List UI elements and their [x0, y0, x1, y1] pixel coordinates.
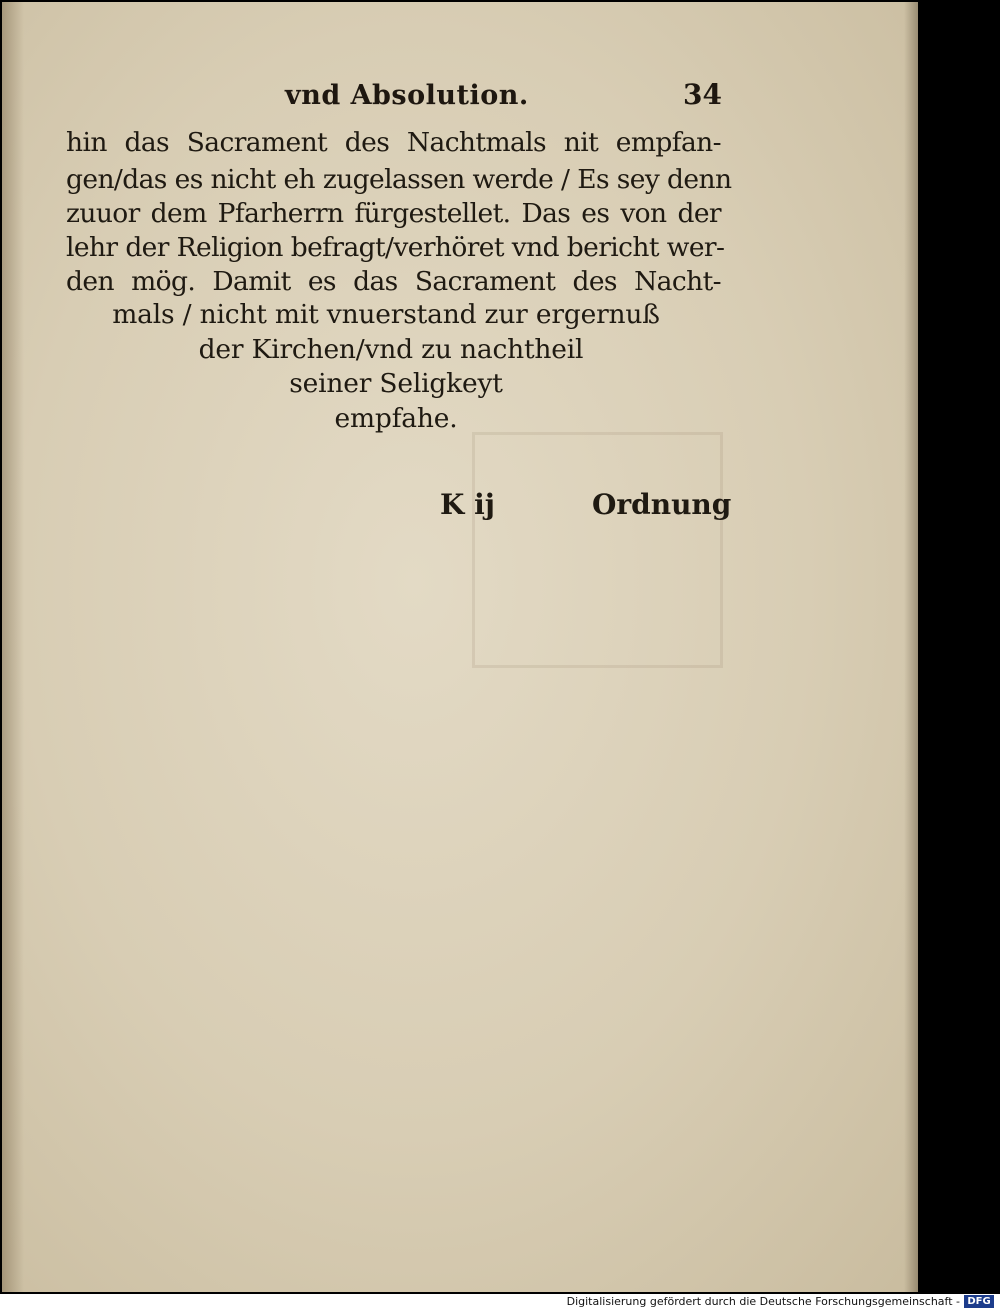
catchword: Ordnung: [592, 488, 732, 521]
running-head: vnd Absolution.: [285, 80, 529, 111]
text-line: empfahe.: [334, 403, 458, 434]
digitization-credit: Digitalisierung gefördert durch die Deutsche Forschungsgemeinschaft -: [566, 1295, 960, 1308]
gutter-shadow: [2, 2, 24, 1292]
dfg-logo: DFG: [964, 1295, 994, 1308]
text-line: der Kirchen/vnd zu nachtheil: [198, 334, 584, 365]
page-edge-shadow: [904, 2, 918, 1292]
text-line: hin das Sacrament des Nachtmals nit empfan-: [66, 127, 721, 158]
text-line: zuuor dem Pfarherrn fürgestellet. Das es von der: [66, 198, 721, 229]
show-through-ornament: [472, 432, 723, 668]
page-number: 34: [683, 78, 722, 111]
text-line: mals / nicht mit vnuerstand zur ergernuß: [112, 299, 660, 330]
text-line: gen/das es nicht eh zugelassen werde / Es sey denn: [66, 164, 732, 195]
text-line: den mög. Damit es das Sacrament des Nacht-: [66, 266, 721, 297]
signature-mark: K ij: [440, 488, 495, 521]
text-line: seiner Seligkeyt: [289, 368, 503, 399]
text-line: lehr der Religion befragt/verhöret vnd bericht wer-: [66, 232, 725, 263]
